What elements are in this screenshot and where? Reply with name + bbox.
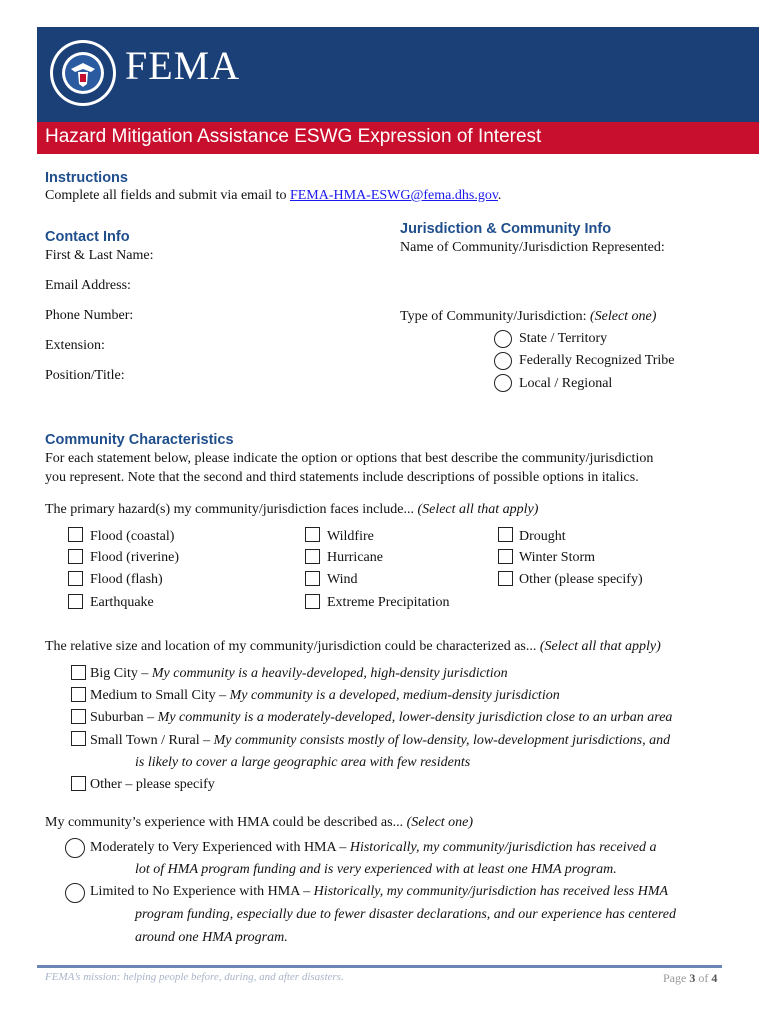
page-prefix: Page — [663, 971, 690, 985]
position-title-field[interactable]: Position/Title: — [45, 368, 125, 383]
label-flood-flash: Flood (flash) — [90, 572, 163, 587]
community-type-text: Type of Community/Jurisdiction: — [400, 309, 590, 324]
limited-desc: Historically, my community/jurisdiction has received less HMA — [313, 884, 669, 899]
radio-local-regional[interactable] — [494, 374, 512, 392]
label-other-hazard: Other (please specify) — [519, 572, 643, 587]
option-federally-recognized-tribe: Federally Recognized Tribe — [519, 353, 675, 368]
size-prompt-text: The relative size and location of my community/jurisdiction could be characterized as... — [45, 639, 540, 654]
checkbox-suburban[interactable] — [71, 709, 86, 724]
option-suburban — [90, 710, 672, 726]
label-wildfire: Wildfire — [327, 529, 374, 544]
option-local-regional: Local / Regional — [519, 376, 613, 391]
option-small-town-rural — [90, 733, 670, 749]
characteristics-heading: Community Characteristics — [45, 432, 234, 448]
experienced-desc: Historically, my community/jurisdiction has received a — [349, 840, 657, 855]
medium-small-city-label: Medium to Small City – — [90, 688, 230, 703]
checkbox-flood-coastal[interactable] — [68, 527, 83, 542]
community-type-label — [400, 309, 656, 325]
page-current: 3 — [689, 971, 696, 985]
contact-heading: Contact Info — [45, 229, 130, 245]
phone-number-field[interactable]: Phone Number: — [45, 308, 134, 323]
label-flood-coastal: Flood (coastal) — [90, 529, 175, 544]
limited-desc-cont-1: program funding, especially due to fewer disaster declarations, and our experience has centered — [135, 907, 676, 922]
label-extreme-precipitation: Extreme Precipitation — [327, 595, 450, 610]
option-limited-no-experience — [90, 884, 668, 900]
experience-hint: (Select one) — [406, 815, 474, 830]
experienced-label: Moderately to Very Experienced with HMA – — [90, 840, 350, 855]
checkbox-other-hazard[interactable] — [498, 571, 513, 586]
limited-label: Limited to No Experience with HMA – — [90, 884, 314, 899]
radio-moderately-very-experienced[interactable] — [65, 838, 85, 858]
page-of: of — [695, 971, 712, 985]
label-hurricane: Hurricane — [327, 550, 383, 565]
checkbox-wildfire[interactable] — [305, 527, 320, 542]
characteristics-intro-1: For each statement below, please indicate the option or options that best describe the community/jurisdiction — [45, 451, 654, 466]
checkbox-extreme-precipitation[interactable] — [305, 594, 320, 609]
email-link[interactable]: FEMA-HMA-ESWG@fema.dhs.gov — [289, 188, 498, 203]
radio-limited-no-experience[interactable] — [65, 883, 85, 903]
suburban-label: Suburban – — [90, 710, 158, 725]
checkbox-winter-storm[interactable] — [498, 549, 513, 564]
dhs-seal-icon — [49, 39, 117, 107]
hazards-hint: (Select all that apply) — [417, 502, 539, 517]
big-city-desc: My community is a heavily-developed, high-density jurisdiction — [151, 666, 508, 681]
small-town-rural-desc-cont: is likely to cover a large geographic area with few residents — [135, 755, 471, 770]
experienced-desc-cont: lot of HMA program funding and is very experienced with at least one HMA program. — [135, 862, 617, 877]
option-moderately-very-experienced — [90, 840, 657, 856]
instructions-text — [45, 188, 501, 204]
footer-mission: FEMA’s mission: helping people before, during, and after disasters. — [45, 971, 344, 983]
hazards-prompt-text: The primary hazard(s) my community/jurisdiction faces include... — [45, 502, 418, 517]
radio-state-territory[interactable] — [494, 330, 512, 348]
big-city-label: Big City – — [90, 666, 152, 681]
instructions-tail: . — [497, 188, 502, 203]
label-wind: Wind — [327, 572, 358, 587]
radio-federally-recognized-tribe[interactable] — [494, 352, 512, 370]
instructions-heading: Instructions — [45, 170, 128, 186]
size-hint: (Select all that apply) — [539, 639, 661, 654]
checkbox-flood-riverine[interactable] — [68, 549, 83, 564]
option-other-size: Other – please specify — [90, 777, 215, 792]
small-town-rural-label: Small Town / Rural – — [90, 733, 214, 748]
suburban-desc: My community is a moderately-developed, lower-density jurisdiction close to an urban area — [157, 710, 673, 725]
label-drought: Drought — [519, 529, 566, 544]
label-winter-storm: Winter Storm — [519, 550, 596, 565]
checkbox-flood-flash[interactable] — [68, 571, 83, 586]
instructions-lead: Complete all fields and submit via email to — [45, 188, 290, 203]
checkbox-drought[interactable] — [498, 527, 513, 542]
page-total: 4 — [711, 971, 718, 985]
extension-field[interactable]: Extension: — [45, 338, 105, 353]
size-prompt — [45, 639, 661, 655]
page-number — [663, 971, 717, 986]
option-state-territory: State / Territory — [519, 331, 608, 346]
medium-small-city-desc: My community is a developed, medium-density jurisdiction — [229, 688, 560, 703]
select-one-hint: (Select one) — [589, 309, 657, 324]
option-medium-small-city — [90, 688, 560, 704]
checkbox-hurricane[interactable] — [305, 549, 320, 564]
page-title: Hazard Mitigation Assistance ESWG Expression of Interest — [45, 126, 542, 147]
footer-divider — [37, 965, 722, 968]
checkbox-earthquake[interactable] — [68, 594, 83, 609]
experience-prompt — [45, 815, 473, 831]
option-big-city — [90, 666, 508, 682]
label-earthquake: Earthquake — [90, 595, 154, 610]
fema-brand: FEMA — [125, 43, 241, 88]
characteristics-intro-2: you represent. Note that the second and third statements include descriptions of possible options in italics. — [45, 470, 639, 485]
label-flood-riverine: Flood (riverine) — [90, 550, 180, 565]
limited-desc-cont-2: around one HMA program. — [135, 930, 288, 945]
checkbox-other-size[interactable] — [71, 776, 86, 791]
checkbox-medium-small-city[interactable] — [71, 687, 86, 702]
jurisdiction-heading: Jurisdiction & Community Info — [400, 221, 612, 237]
checkbox-wind[interactable] — [305, 571, 320, 586]
checkbox-small-town-rural[interactable] — [71, 731, 86, 746]
checkbox-big-city[interactable] — [71, 665, 86, 680]
community-name-field[interactable]: Name of Community/Jurisdiction Represented: — [400, 240, 665, 255]
email-address-field[interactable]: Email Address: — [45, 278, 131, 293]
hazards-prompt — [45, 502, 538, 518]
small-town-rural-desc: My community consists mostly of low-density, low-development jurisdictions, and — [213, 733, 671, 748]
first-last-name-field[interactable]: First & Last Name: — [45, 248, 154, 263]
experience-prompt-text: My community’s experience with HMA could be described as... — [45, 815, 407, 830]
